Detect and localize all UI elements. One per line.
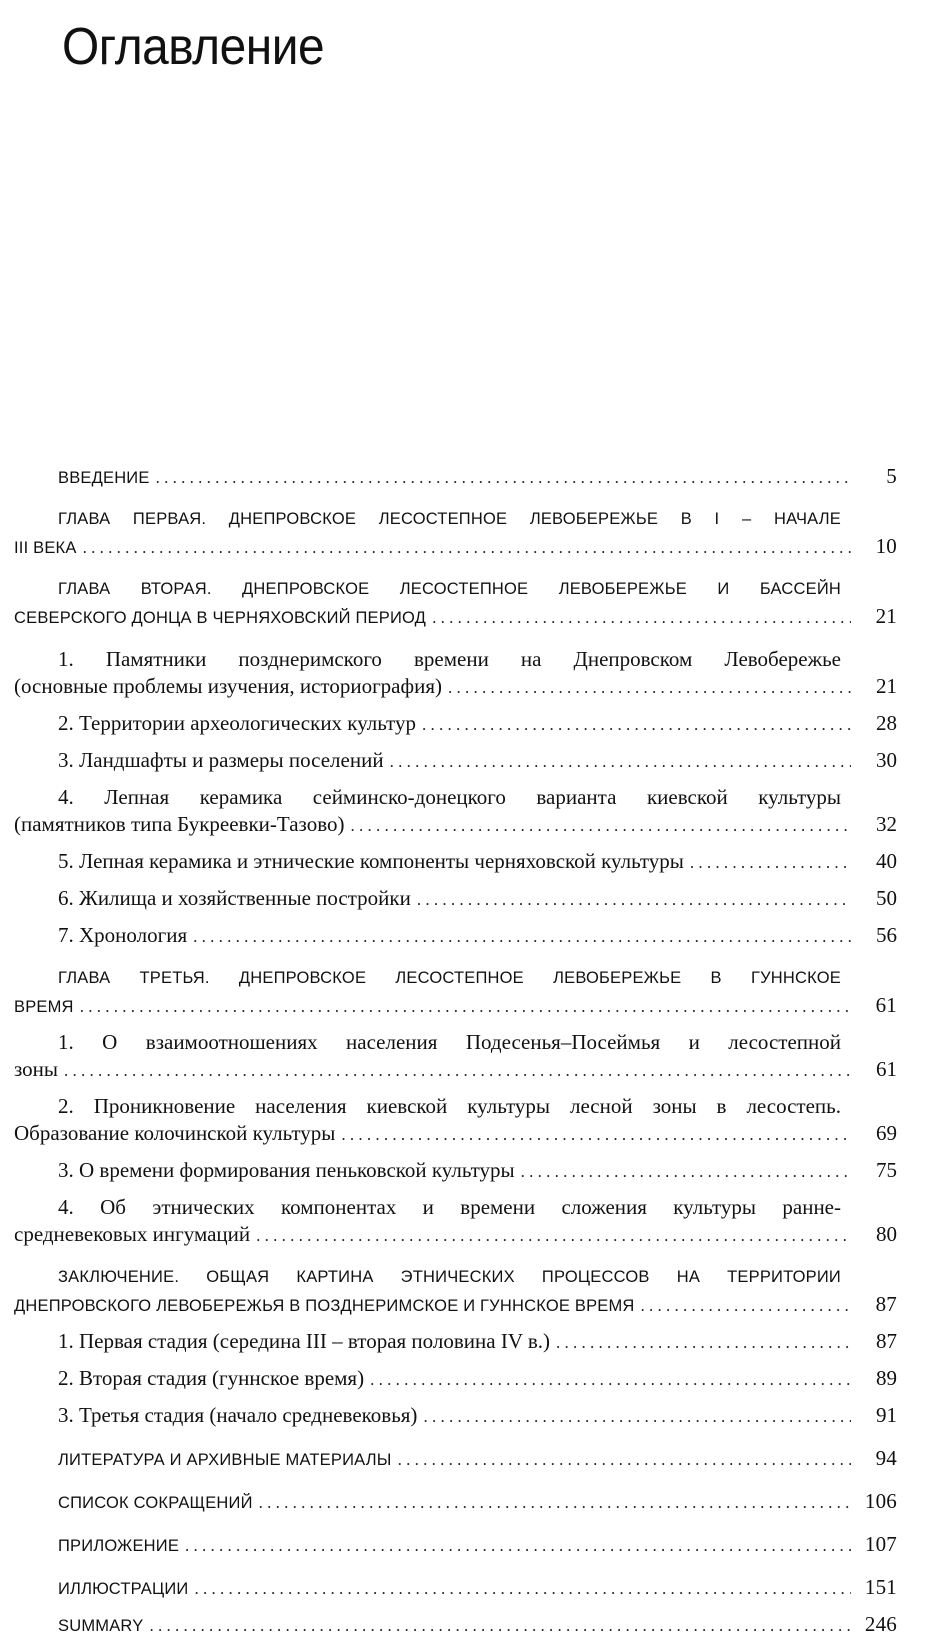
- toc-entry-text: 4. Лепная керамика сейминско-донецкого варианта киевской культуры: [58, 785, 841, 809]
- dot-leader: [64, 1057, 851, 1084]
- toc-entry-text: Образование колочинской культуры: [14, 1121, 336, 1145]
- toc-page-number: 75: [876, 1158, 897, 1182]
- toc-entry-text: ГЛАВА ПЕРВАЯ. ДНЕПРОВСКОЕ ЛЕСОСТЕПНОЕ ЛЕВОБЕРЕЖЬЕ В I – НАЧАЛЕ: [58, 510, 841, 528]
- dot-leader: [83, 534, 851, 561]
- toc-entry[interactable]: [14, 506, 897, 560]
- toc-entry[interactable]: [14, 576, 897, 630]
- dot-leader: [259, 1489, 851, 1516]
- toc-entry[interactable]: [14, 885, 897, 912]
- toc-entry[interactable]: [14, 848, 897, 875]
- toc-entry-text: 1. Памятники позднеримского времени на Днепровском Левобережье: [58, 647, 841, 671]
- toc-entry-text: 1. О взаимоотношениях населения Подесенья–Посеймья и лесостепной: [58, 1030, 841, 1054]
- toc-page-number: 107: [864, 1532, 897, 1556]
- toc-entry[interactable]: [14, 1194, 897, 1248]
- toc-page-number: 40: [876, 849, 897, 873]
- dot-leader: [641, 1292, 851, 1319]
- toc-entry-text: ДНЕПРОВСКОГО ЛЕВОБЕРЕЖЬЯ В ПОЗДНЕРИМСКОЕ И ГУННСКОЕ ВРЕМЯ: [14, 1297, 635, 1315]
- toc-page-number: 87: [876, 1329, 897, 1353]
- toc-page-number: 56: [876, 923, 897, 947]
- dot-leader: [521, 1158, 851, 1185]
- toc-entry[interactable]: [14, 1445, 897, 1472]
- toc-entry-text: 3. О времени формирования пеньковской культуры: [58, 1158, 515, 1182]
- dot-leader: [341, 1121, 851, 1148]
- toc-page-number: 89: [876, 1366, 897, 1390]
- toc-page-number: 32: [876, 812, 897, 836]
- toc-page-number: 80: [876, 1222, 897, 1246]
- toc-page-number: 246: [864, 1612, 897, 1636]
- toc-entry[interactable]: [14, 1402, 897, 1429]
- toc-entry-text: 4. Об этнических компонентах и времени сложения культуры ранне-: [58, 1195, 841, 1219]
- page-title: Оглавление: [62, 18, 325, 76]
- toc-entry-text: 2. Вторая стадия (гуннское время): [58, 1366, 365, 1390]
- toc-entry-text: 3. Третья стадия (начало средневековья): [58, 1403, 418, 1427]
- toc-page-number: 21: [876, 674, 897, 698]
- toc-page-number: 151: [864, 1575, 897, 1599]
- toc-page-number: 61: [875, 993, 897, 1017]
- toc-page-number: 30: [876, 748, 897, 772]
- toc-entry[interactable]: [14, 1264, 897, 1318]
- toc-entry[interactable]: [14, 1328, 897, 1355]
- toc-entry[interactable]: [14, 646, 897, 700]
- dot-leader: [690, 849, 851, 876]
- toc-entry-text: ГЛАВА ВТОРАЯ. ДНЕПРОВСКОЕ ЛЕСОСТЕПНОЕ ЛЕВОБЕРЕЖЬЕ И БАССЕЙН: [58, 580, 841, 598]
- toc-page-number: 69: [876, 1121, 897, 1145]
- toc-page-number: 87: [875, 1292, 897, 1316]
- dot-leader: [432, 604, 851, 631]
- toc-entry-text: средневековых ингумаций: [14, 1222, 251, 1246]
- toc-entry[interactable]: [14, 710, 897, 737]
- dot-leader: [370, 1366, 851, 1393]
- toc-entry-text: ВРЕМЯ: [14, 998, 74, 1016]
- toc-page-number: 61: [876, 1057, 897, 1081]
- toc-entry[interactable]: [14, 922, 897, 949]
- toc-page-number: 91: [876, 1403, 897, 1427]
- toc-entry-text: 7. Хронология: [58, 923, 188, 947]
- toc-entry[interactable]: [14, 747, 897, 774]
- toc-entry-text: ГЛАВА ТРЕТЬЯ. ДНЕПРОВСКОЕ ЛЕСОСТЕПНОЕ ЛЕВОБЕРЕЖЬЕ В ГУННСКОЕ: [58, 969, 841, 987]
- toc-entry-text: зоны: [14, 1057, 59, 1081]
- toc-entry[interactable]: [14, 1029, 897, 1083]
- toc-entry-text: (памятников типа Букреевки-Тазово): [14, 812, 345, 836]
- dot-leader: [350, 812, 851, 839]
- dot-leader: [194, 1575, 851, 1602]
- dot-leader: [417, 886, 851, 913]
- toc-entry-text: ЗАКЛЮЧЕНИЕ. ОБЩАЯ КАРТИНА ЭТНИЧЕСКИХ ПРОЦЕССОВ НА ТЕРРИТОРИИ: [58, 1268, 841, 1286]
- toc-page-number: 10: [875, 534, 897, 558]
- toc-entry[interactable]: [14, 1093, 897, 1147]
- toc-entry-text: 2. Проникновение населения киевской культуры лесной зоны в лесостепь.: [58, 1094, 841, 1118]
- toc-entry[interactable]: [14, 1488, 897, 1515]
- toc-entry-text: SUMMARY: [58, 1617, 144, 1635]
- table-of-contents: [14, 463, 897, 1648]
- toc-entry-text: ЛИТЕРАТУРА И АРХИВНЫЕ МАТЕРИАЛЫ: [58, 1451, 392, 1469]
- toc-entry-text: 6. Жилища и хозяйственные постройки: [58, 886, 411, 910]
- toc-entry-text: 5. Лепная керамика и этнические компоненты черняховской культуры: [58, 849, 684, 873]
- dot-leader: [423, 1403, 851, 1430]
- toc-entry[interactable]: [14, 1574, 897, 1601]
- toc-page-number: 50: [876, 886, 897, 910]
- dot-leader: [149, 1612, 851, 1639]
- toc-page-number: 106: [864, 1489, 897, 1513]
- dot-leader: [448, 674, 851, 701]
- toc-page-number: 5: [886, 464, 897, 488]
- toc-page-number: 94: [875, 1446, 897, 1470]
- dot-leader: [156, 464, 851, 491]
- toc-entry-text: ИЛЛЮСТРАЦИИ: [58, 1580, 189, 1598]
- toc-entry-text: 2. Территории археологических культур: [58, 711, 416, 735]
- dot-leader: [398, 1446, 851, 1473]
- dot-leader: [422, 711, 851, 738]
- toc-page-number: 21: [875, 604, 897, 628]
- dot-leader: [193, 923, 851, 950]
- toc-entry-text: СПИСОК СОКРАЩЕНИЙ: [58, 1494, 253, 1512]
- dot-leader: [556, 1329, 851, 1356]
- toc-entry-text: 3. Ландшафты и размеры поселений: [58, 748, 384, 772]
- toc-entry-text: СЕВЕРСКОГО ДОНЦА В ЧЕРНЯХОВСКИЙ ПЕРИОД: [14, 609, 427, 627]
- dot-leader: [390, 748, 851, 775]
- toc-page-number: 28: [876, 711, 897, 735]
- toc-entry[interactable]: [14, 1611, 897, 1638]
- toc-entry-text: 1. Первая стадия (середина III – вторая половина IV в.): [58, 1329, 551, 1353]
- toc-entry[interactable]: [14, 965, 897, 1019]
- toc-entry[interactable]: [14, 1157, 897, 1184]
- toc-entry-text: ПРИЛОЖЕНИЕ: [58, 1537, 180, 1555]
- toc-entry-text: (основные проблемы изучения, историография): [14, 674, 442, 698]
- dot-leader: [256, 1222, 851, 1249]
- dot-leader: [185, 1532, 851, 1559]
- toc-entry[interactable]: [14, 784, 897, 838]
- toc-entry[interactable]: [14, 463, 897, 490]
- toc-entry-text: ВВЕДЕНИЕ: [58, 469, 150, 487]
- toc-entry-text: III ВЕКА: [14, 539, 77, 557]
- toc-entry[interactable]: [14, 1365, 897, 1392]
- dot-leader: [80, 993, 851, 1020]
- toc-entry[interactable]: [14, 1531, 897, 1558]
